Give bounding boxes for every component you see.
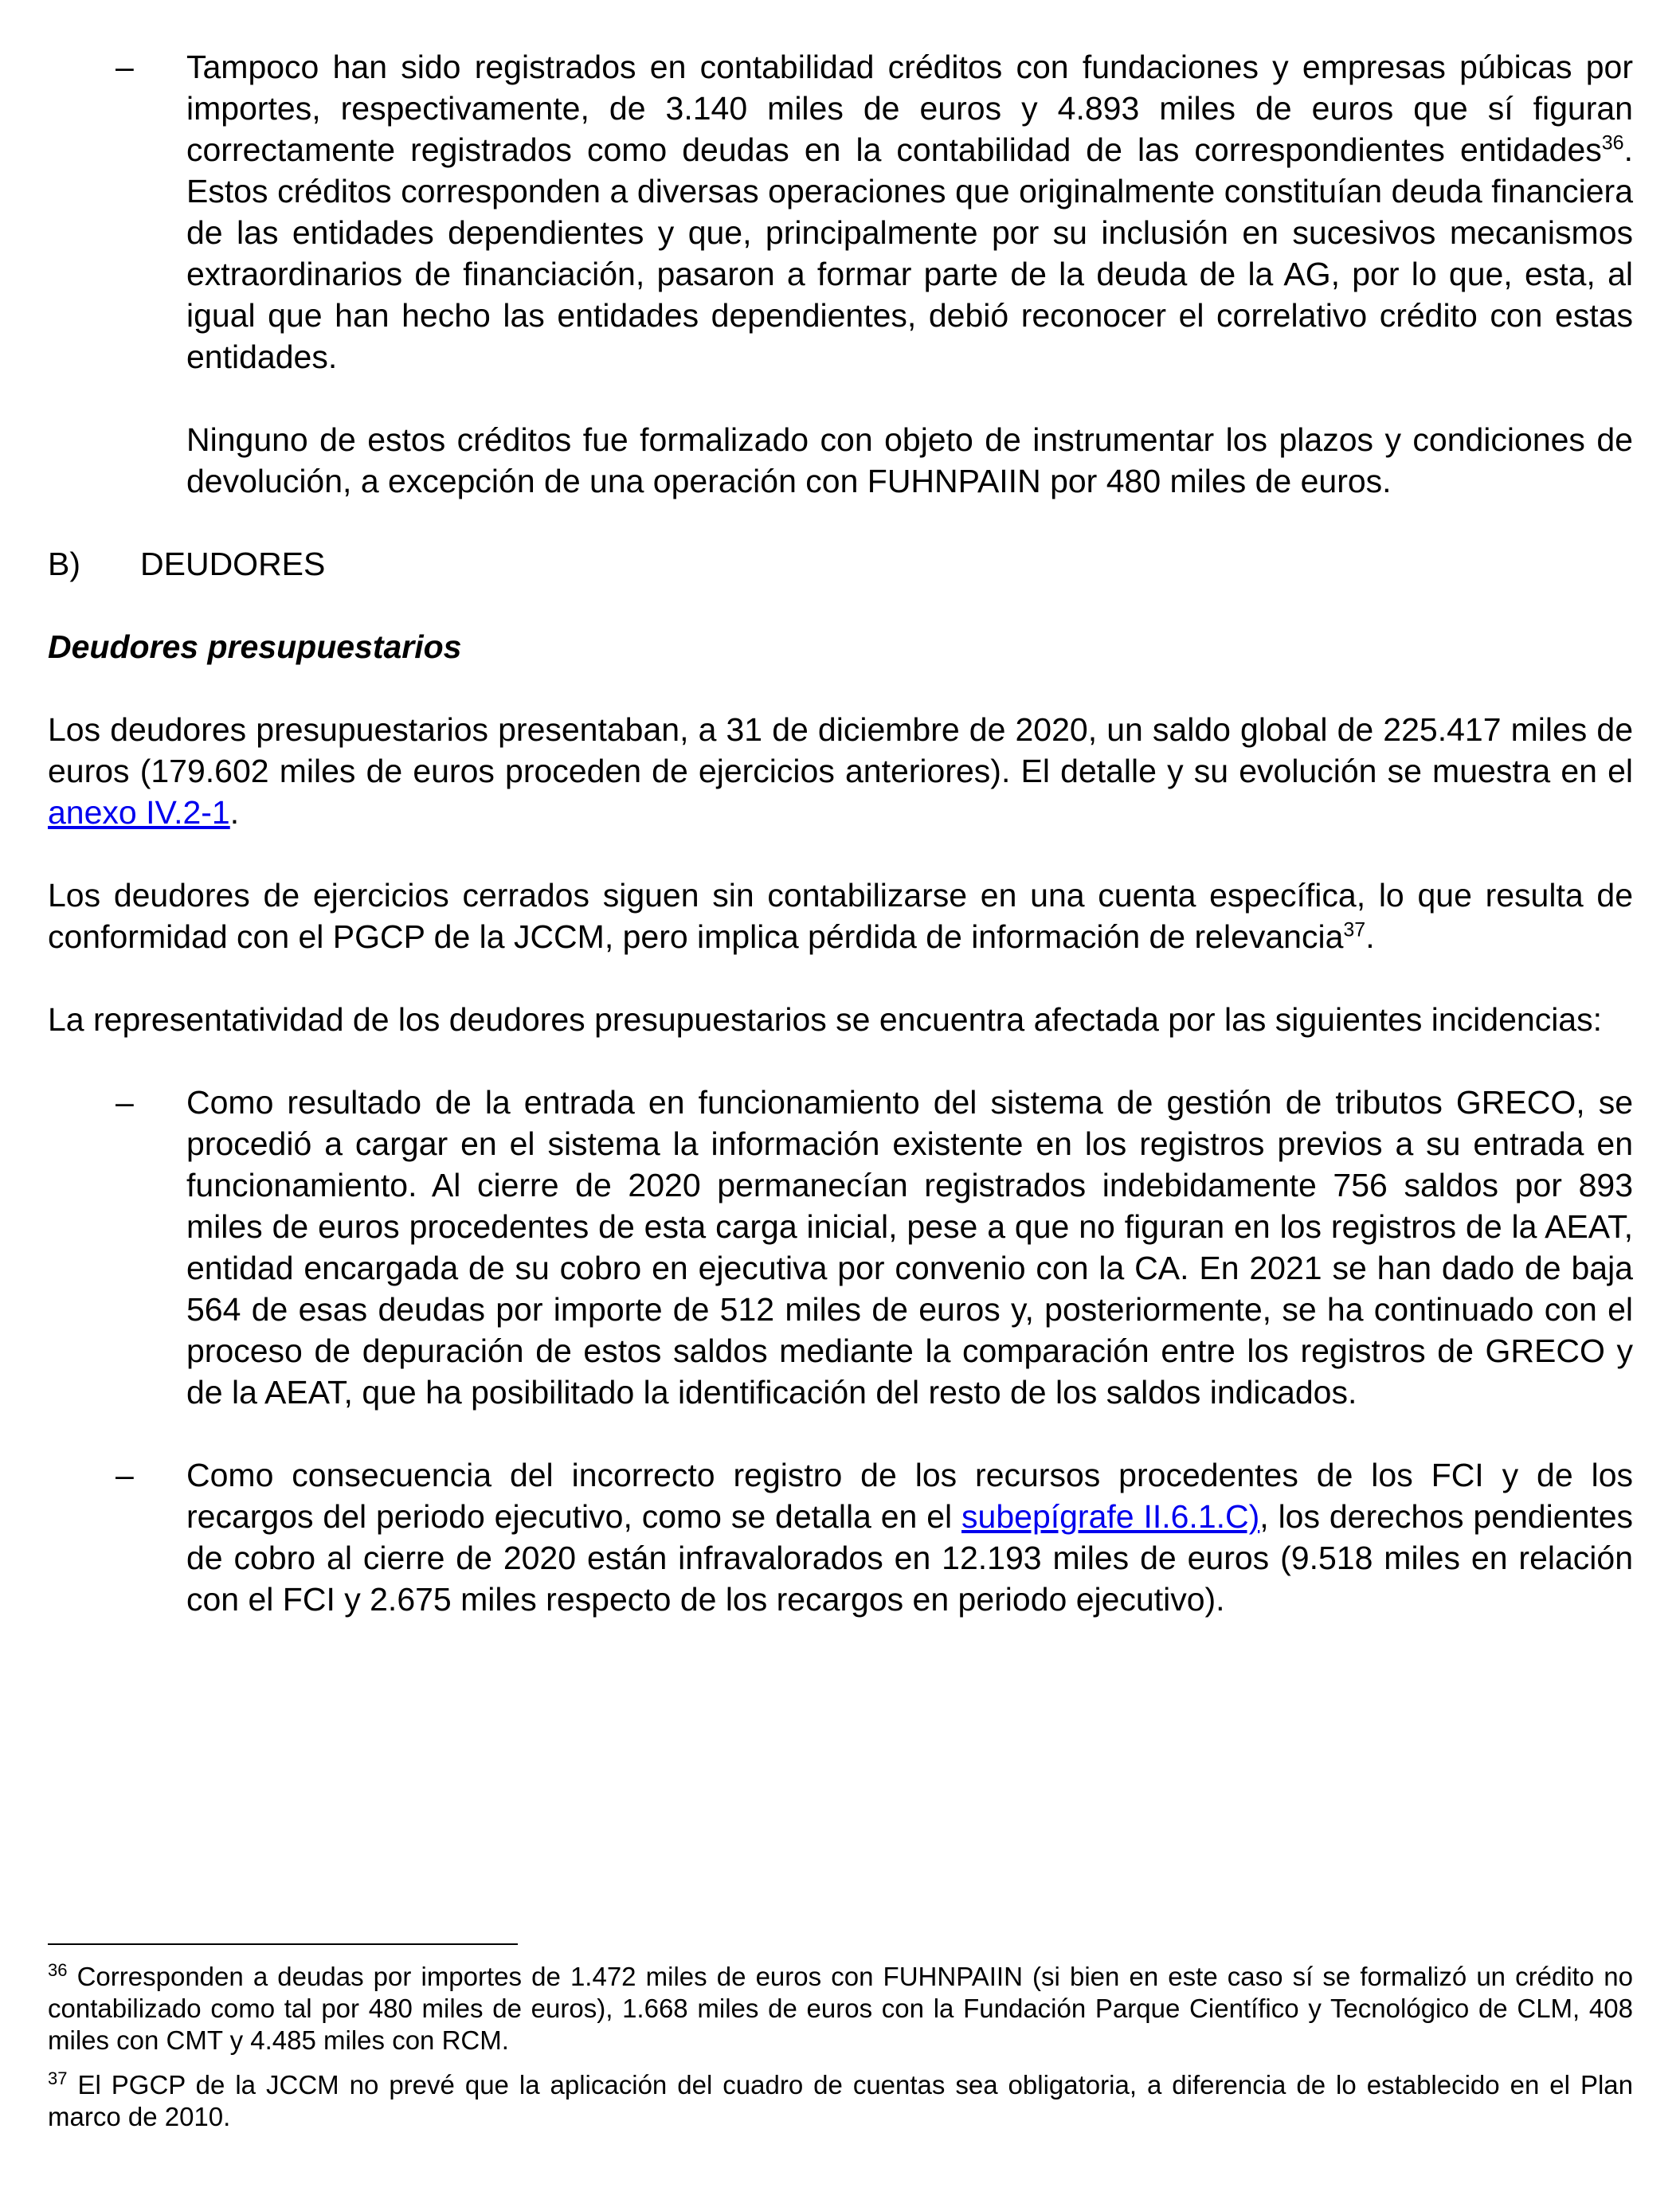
bullet-item-greco [48,1082,1633,1413]
section-heading [48,543,1633,585]
bullet-text: Tampoco han sido registrados en contabilidad créditos con fundaciones y empresas púbicas por importes, respectivamente, de 3.140 miles de euros y 4.893 miles de euros que sí figuran correctamente registrados como deudas en la contabilidad de las correspondientes entidades$^{36}$. Estos créditos corresponden a diversas operaciones que originalmente constituían deuda financiera de las entidades dependientes y que, principalmente por su inclusión en sucesivos mecanismos extraordinarios de financiación, pasaron a formar parte de la deuda de la AG, por lo que, esta, al igual que han hecho las entidades dependientes, debió reconocer el correlativo crédito con estas entidades. [186,49,1633,375]
paragraph-balance: Los deudores presupuestarios presentaban, a 31 de diciembre de 2020, un saldo global de 225.417 miles de euros (179.602 miles de euros proceden de ejercicios anteriores). El detalle y su evolución se muestra en el anexo IV.2-1. [48,711,1633,831]
footnotes [48,1961,1633,2133]
annex-link[interactable]: anexo IV.2-1 [48,794,230,831]
subepigraph-link[interactable]: subepígrafe II.6.1.C) [961,1498,1260,1535]
document-body [48,46,1633,1620]
paragraph-incidents-intro: La representatividad de los deudores presupuestarios se encuentra afectada por las siguientes incidencias: [48,1001,1603,1038]
footnote-separator [48,1943,518,1945]
bullet-item-fci [48,1454,1633,1620]
subsection-title: Deudores presupuestarios [48,628,462,665]
bullet-dash: – [116,1457,134,1493]
bullet-item-unrecorded-credits [48,46,1633,502]
footnote-37: $^{37}$ El PGCP de la JCCM no prevé que la aplicación del cuadro de cuentas sea obligatoria, a diferencia de lo establecido en el Plan marco de 2010. [48,2068,1633,2131]
footnote-number: 37 [48,2068,68,2088]
paragraph-closed-years: Los deudores de ejercicios cerrados siguen sin contabilizarse en una cuenta específica, lo que resulta de conformidad con el PGCP de la JCCM, pero implica pérdida de información de relevancia$^{37}$. [48,877,1633,955]
bullet-text: Como consecuencia del incorrecto registro de los recursos procedentes de los FCI y de los recargos del periodo ejecutivo, como se detalla en el subepígrafe II.6.1.C), los derechos pendientes de cobro al cierre de 2020 están infravalorados en 12.193 miles de euros (9.518 miles en relación con el FCI y 2.675 miles respecto de los recargos en periodo ejecutivo). [186,1457,1634,1618]
section-title: DEUDORES [140,546,326,582]
footnote-ref-36[interactable]: 36 [1601,131,1624,155]
bullet-dash: – [116,49,134,85]
footnote-ref-37[interactable]: 37 [1343,918,1366,941]
bullet-text: Como resultado de la entrada en funcionamiento del sistema de gestión de tributos GRECO, se procedió a cargar en el sistema la información existente en los registros previos a su entrada en funcionamiento. Al cierre de 2020 permanecían registrados indebidamente 756 saldos por 893 miles de euros procedentes de esta carga inicial, pese a que no figuran en los registros de la AEAT, entidad encargada de su cobro en ejecutiva por convenio con la CA. En 2021 se han dado de baja 564 de esas deudas por importe de 512 miles de euros y, posteriormente, se ha continuado con el proceso de depuración de estos saldos mediante la comparación entre los registros de GRECO y de la AEAT, que ha posibilitado la identificación del resto de los saldos indicados. [186,1084,1633,1411]
section-letter: B) [48,546,80,582]
bullet-followup-text: Ninguno de estos créditos fue formalizado con objeto de instrumentar los plazos y condiciones de devolución, a excepción de una operación con FUHNPAIIN por 480 miles de euros. [186,421,1633,499]
footnote-number: 36 [48,1960,68,1980]
footnote-36: $^{36}$ Corresponden a deudas por importes de 1.472 miles de euros con FUHNPAIIN (si bien en este caso sí se formalizó un crédito no contabilizado como tal por 480 miles de euros), 1.668 miles de euros con la Fundación Parque Científico y Tecnológico de CLM, 408 miles con CMT y 4.485 miles con RCM. [48,1960,1633,2055]
bullet-dash: – [116,1084,134,1121]
